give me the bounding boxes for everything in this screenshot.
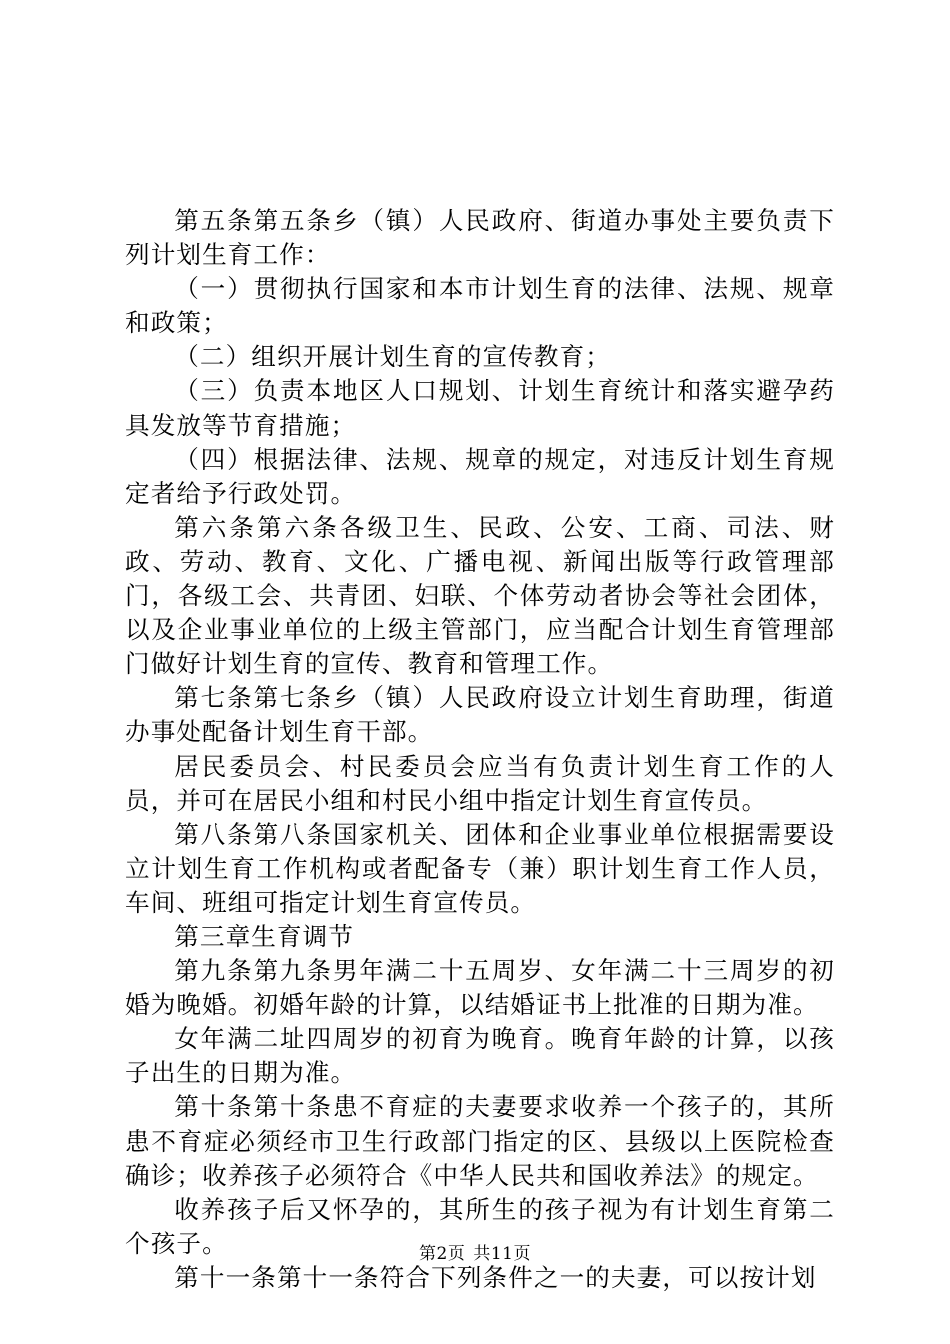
paragraph-article-6: 第六条第六条各级卫生、民政、公安、工商、司法、财政、劳动、教育、文化、广播电视、新闻出版等行政管理部门，各级工会、共青团、妇联、个体劳动者协会等社会团体，以及企业事业单位的上级主管部门，应当配合计划生育管理部门做好计划生育的宣传、教育和管理工作。	[125, 512, 835, 679]
page-number: 第2页	[419, 1244, 466, 1264]
paragraph-article-9-cont: 女年满二址四周岁的初育为晚育。晚育年龄的计算，以孩子出生的日期为准。	[125, 1024, 835, 1088]
page-footer	[0, 1243, 950, 1265]
chapter-heading: 第三章生育调节	[174, 921, 355, 951]
paragraph-article-8: 第八条第八条国家机关、团体和企业事业单位根据需要设立计划生育工作机构或者配备专（兼）职计划生育工作人员，车间、班组可指定计划生育宣传员。	[125, 819, 835, 917]
paragraph-article-10: 第十条第十条患不育症的夫妻要求收养一个孩子的，其所患不育症必须经市卫生行政部门指定的区、县级以上医院检查确诊；收养孩子必须符合《中华人民共和国收养法》的规定。	[125, 1092, 835, 1190]
paragraph-item-4: （四）根据法律、法规、规章的规定，对违反计划生育规定者给予行政处罚。	[125, 444, 835, 508]
paragraph-article-7-cont: 居民委员会、村民委员会应当有负责计划生育工作的人员，并可在居民小组和村民小组中指定计划生育宣传员。	[125, 751, 835, 815]
paragraph-article-7: 第七条第七条乡（镇）人民政府设立计划生育助理，街道办事处配备计划生育干部。	[125, 683, 835, 747]
paragraph-item-2: （二）组织开展计划生育的宣传教育；	[174, 342, 611, 372]
paragraph-article-11: 第十一条第十一条符合下列条件之一的夫妻，可以按计划	[174, 1262, 817, 1292]
paragraph-item-1: （一）贯彻执行国家和本市计划生育的法律、法规、规章和政策；	[125, 274, 835, 338]
paragraph-article-10-cont: 收养孩子后又怀孕的，其所生的孩子视为有计划生育第二个孩子。	[125, 1194, 835, 1258]
document-body	[125, 204, 835, 1295]
paragraph-article-5: 第五条第五条乡（镇）人民政府、街道办事处主要负责下列计划生育工作：	[125, 206, 835, 270]
paragraph-article-9: 第九条第九条男年满二十五周岁、女年满二十三周岁的初婚为晚婚。初婚年龄的计算，以结婚证书上批准的日期为准。	[125, 956, 835, 1020]
paragraph-item-3: （三）负责本地区人口规划、计划生育统计和落实避孕药具发放等节育措施；	[125, 376, 835, 440]
page-total: 共11页	[473, 1244, 531, 1264]
